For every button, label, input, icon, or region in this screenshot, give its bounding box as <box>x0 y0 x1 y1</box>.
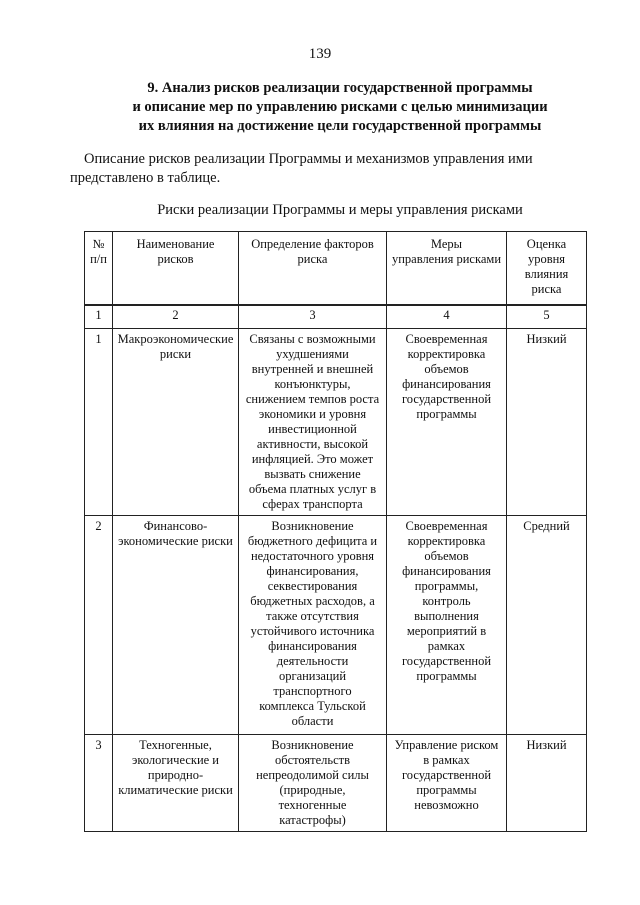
risk-factors: Возникновение бюджетного дефицита и недостаточного уровня финансирования, секвестирования бюджетных расходов, а также отсутствия устойчивого источника финансирования деятельности организаций транспортного комплекса Тульской области <box>239 516 387 735</box>
table-caption: Риски реализации Программы и меры управления рисками <box>157 202 523 218</box>
risk-factors: Связаны с возможными ухудшениями внутренней и внешней конъюнктуры, снижением темпов роста экономики и уровня инвестиционной активности, высокой инфляцией. Это может вызвать снижение объема платных услуг в сферах транспорта <box>239 329 387 516</box>
risk-table <box>84 231 587 832</box>
risk-factors: Возникновение обстоятельств непреодолимой силы (природные, техногенные катастрофы) <box>239 735 387 832</box>
risk-name: Техногенные, экологические и природно- климатические риски <box>113 735 239 832</box>
column-number: 5 <box>507 305 587 329</box>
column-number: 4 <box>387 305 507 329</box>
intro-paragraph <box>70 150 610 188</box>
page-number: 139 <box>308 46 332 62</box>
column-number: 1 <box>85 305 113 329</box>
impact-level: Низкий <box>507 329 587 516</box>
intro-line-2: представлено в таблице. <box>70 170 221 186</box>
header-impact-level: Оценка уровня влияния риска <box>507 232 587 306</box>
row-number: 1 <box>85 329 113 516</box>
header-number: № п/п <box>85 232 113 306</box>
impact-level: Низкий <box>507 735 587 832</box>
risk-name: Макроэкономические риски <box>113 329 239 516</box>
table-row <box>85 516 587 735</box>
risk-name: Финансово- экономические риски <box>113 516 239 735</box>
heading-line-2: и описание мер по управлению рисками с целью минимизации <box>132 99 548 115</box>
table-row <box>85 329 587 516</box>
table-header-row <box>85 232 587 306</box>
impact-level: Средний <box>507 516 587 735</box>
risk-measures: Своевременная корректировка объемов финансирования государственной программы <box>387 329 507 516</box>
column-number-row <box>85 305 587 329</box>
heading-line-1: 9. Анализ рисков реализации государственной программы <box>147 80 533 96</box>
row-number: 2 <box>85 516 113 735</box>
column-number: 2 <box>113 305 239 329</box>
risk-measures: Управление риском в рамках государственной программы невозможно <box>387 735 507 832</box>
header-risk-name: Наименование рисков <box>113 232 239 306</box>
table-row <box>85 735 587 832</box>
intro-line-1: Описание рисков реализации Программы и механизмов управления ими <box>84 151 533 167</box>
header-risk-measures: Меры управления рисками <box>387 232 507 306</box>
section-heading <box>70 79 610 136</box>
column-number: 3 <box>239 305 387 329</box>
row-number: 3 <box>85 735 113 832</box>
heading-line-3: их влияния на достижение цели государственной программы <box>138 118 542 134</box>
risk-measures: Своевременная корректировка объемов финансирования программы, контроль выполнения мероприятий в рамках государственной программы <box>387 516 507 735</box>
header-risk-factors: Определение факторов риска <box>239 232 387 306</box>
